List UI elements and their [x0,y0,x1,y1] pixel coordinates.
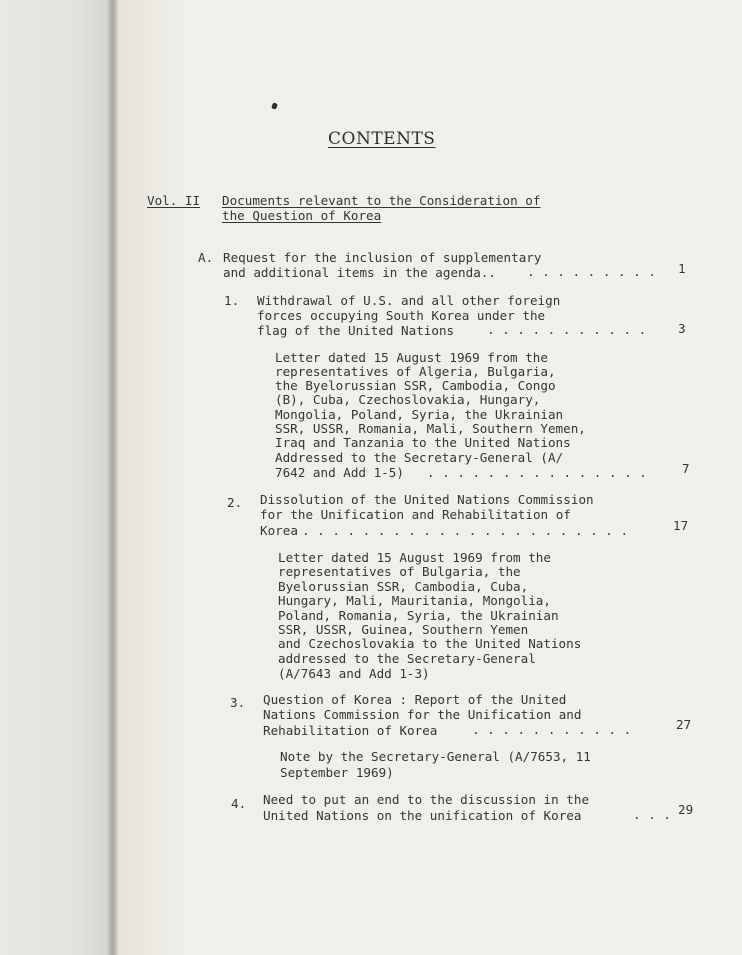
item-line: Korea [260,523,298,538]
page-title: CONTENTS [328,129,436,149]
page-number: 7 [682,461,690,476]
letter-line: September 1969) [280,765,394,780]
section-a-marker: A. [198,250,214,265]
letter-line: and Czechoslovakia to the United Nations [278,636,582,651]
letter-line: SSR, USSR, Guinea, Southern Yemen [278,622,529,637]
item-line: flag of the United Nations [257,323,455,338]
volume-heading-line: the Question of Korea [222,208,382,223]
dot-leader: . . . . . . . . . . . [487,322,647,337]
dot-leader: . . . . . . . . . . . [472,722,632,737]
letter-line: (B), Cuba, Czechoslovakia, Hungary, [275,392,541,407]
dot-leader: . . . [633,807,671,822]
letter-line: Poland, Romania, Syria, the Ukrainian [278,608,559,623]
page-number: 17 [673,518,689,533]
section-a-line: Request for the inclusion of supplementary [223,250,542,265]
letter-line: (A/7643 and Add 1-3) [278,666,430,681]
section-a-line: and additional items in the agenda.. [223,265,496,280]
letter-line: Letter dated 15 August 1969 from the [278,550,551,565]
item-line: for the Unification and Rehabilitation of [260,507,571,522]
page-number: 3 [678,321,686,336]
item-line: Question of Korea : Report of the United [263,692,567,707]
letter-line: addressed to the Secretary-General [278,651,536,666]
item-line: Nations Commission for the Unification and [263,707,582,722]
letter-line: Iraq and Tanzania to the United Nations [275,435,571,450]
letter-line: SSR, USSR, Romania, Mali, Southern Yemen, [275,421,586,436]
item-line: United Nations on the unification of Korea [263,808,582,823]
letter-line: Byelorussian SSR, Cambodia, Cuba, [278,579,529,594]
item-number: 1. [224,293,240,308]
item-number: 2. [227,495,243,510]
item-line: Dissolution of the United Nations Commission [260,492,594,507]
letter-line: Mongolia, Poland, Syria, the Ukrainian [275,407,564,422]
letter-line: Letter dated 15 August 1969 from the [275,350,548,365]
item-line: Need to put an end to the discussion in the [263,792,590,807]
page-number: 27 [676,717,692,732]
letter-line: Hungary, Mali, Mauritania, Mongolia, [278,593,551,608]
letter-line: Addressed to the Secretary-General (A/ [275,450,564,465]
letter-line: the Byelorussian SSR, Cambodia, Congo [275,378,556,393]
item-line: Rehabilitation of Korea [263,723,438,738]
letter-line: 7642 and Add 1-5) [275,465,404,480]
letter-line: representatives of Algeria, Bulgaria, [275,364,556,379]
facing-page [0,0,112,955]
item-line: Withdrawal of U.S. and all other foreign [257,293,561,308]
item-line: forces occupying South Korea under the [257,308,546,323]
page-number: 29 [678,802,694,817]
item-number: 4. [231,796,247,811]
page-number: 1 [678,261,686,276]
dot-leader: . . . . . . . . . . . . . . . . . . . . . . [302,523,629,538]
volume-heading-line: Documents relevant to the Consideration of [222,193,541,208]
dot-leader: . . . . . . . . . . . . . . . [427,465,647,480]
volume-label: Vol. II [147,193,201,208]
letter-line: representatives of Bulgaria, the [278,564,521,579]
letter-line: Note by the Secretary-General (A/7653, 11 [280,749,591,764]
dot-leader: . . . . . . . . . [527,264,656,279]
item-number: 3. [230,695,246,710]
book-gutter [108,0,118,955]
